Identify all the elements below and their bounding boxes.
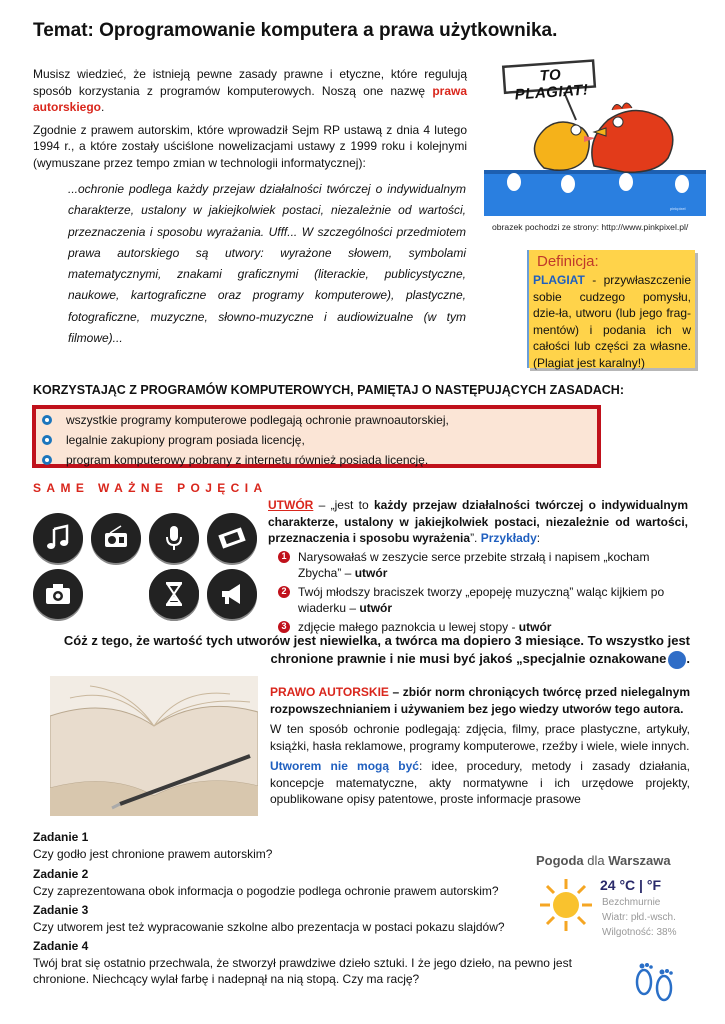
- svg-text:pinkpixel: pinkpixel: [670, 206, 686, 211]
- term-prawa-autorskiego: prawa autorskiego: [33, 83, 467, 114]
- example-number: 1: [278, 551, 290, 563]
- prawo-def: – zbiór norm chroniących twórcę przed nielegalnym rozpowszechnianiem i używaniem bez jego wiedzy utworów tego autora.: [270, 685, 690, 716]
- task-text: Czy zaprezentowana obok informacja o pogodzie podlega ochronie prawem autorskim?: [33, 883, 499, 898]
- utwor-dash: – „jest to: [313, 498, 374, 512]
- example-text: Narysowałaś w zeszycie serce przebite strzałą i napisem „kocham Zbycha” – utwór: [298, 549, 650, 580]
- example-item: [268, 584, 688, 617]
- utwor-term: UTWÓR: [268, 498, 314, 512]
- task-label: Zadanie 1: [33, 830, 89, 844]
- task-text: Czy godło jest chronione prawem autorskim?: [33, 846, 273, 861]
- definition-box: [527, 250, 695, 368]
- bullet-icon: [42, 435, 52, 445]
- bullet-icon: [42, 455, 52, 465]
- examples-list: [268, 549, 688, 636]
- definition-text: [533, 272, 691, 371]
- example-number: 3: [278, 621, 290, 633]
- utwor-def: każdy przejaw działalności twórczej o indywidualnym charakterze, ustalony w jakiejkolwiek postaci, niezależnie od wartości, przeznaczenia i sposobu wyrażenia: [268, 498, 689, 545]
- book-image: [50, 676, 258, 816]
- summary-text: Cóż z tego, że wartość tych utworów jest niewielka, a twórca ma dopiero 3 miesiące. To wszystko jest chronione prawnie i nie musi być jakoś „specjalnie oznakowane: [63, 633, 690, 666]
- task-label: Zadanie 3: [33, 903, 89, 917]
- prawo-autorskie-section: [270, 684, 690, 808]
- intro-section: [33, 66, 467, 171]
- rule-text: wszystkie programy komputerowe podlegają ochronie prawnoautorskiej,: [66, 413, 449, 427]
- rule-item: [42, 410, 591, 430]
- weather-title-b: dla: [583, 853, 609, 868]
- prawo-excluded: [270, 758, 690, 808]
- definition-body: - przywłaszczenie sobie cudzego pomysłu, dzie-ła, utworu (lub jego frag-mentów) i podania ich w całości lub części za własne. (Plagiat jest karalny!): [533, 273, 691, 370]
- bullet-icon: [42, 415, 52, 425]
- utwor-definition: [268, 497, 688, 637]
- sun-icon: [538, 877, 594, 933]
- task-text: Twój brat się ostatnio przechwala, że stworzył prawdziwe dzieło sztuki. I że jego dzieło, na pewno jest chronione. Niechcący wylał farbę i nadepnął na nią stopą. Czy ma rację?: [33, 955, 572, 986]
- camera-icon: [33, 569, 83, 619]
- task-text: Czy utworem jest też wypracowanie szkolne albo prezentacja w postaci pokazu slajdów?: [33, 919, 505, 934]
- task-1: [33, 829, 523, 862]
- weather-title: [536, 853, 671, 868]
- prawo-term: PRAWO AUTORSKIE: [270, 685, 389, 699]
- utwor-end: ”.: [470, 531, 481, 545]
- example-text: Twój młodszy braciszek tworzy „epopeję muzyczną” waląc kijkiem po wiaderku – utwór: [298, 584, 665, 615]
- rule-text: legalnie zakupiony program posiada licencję,: [66, 433, 305, 447]
- rules-box: [32, 405, 601, 468]
- prawo-excluded-text: : idee, procedury, metody i zasady działania, koncepcje matematyczne, akty normatywne i ich urzędowe projekty, opublikowane opisy patentowe, proste informacje prasowe: [270, 759, 690, 806]
- examples-colon: :: [536, 531, 541, 545]
- intro-text: Musisz wiedzieć, że istnieją pewne zasady prawne i etyczne, które regulują sposób korzystania z programów komputerowych. Noszą one nazwę: [33, 67, 467, 98]
- rules-list: [42, 410, 591, 470]
- weather-humidity: Wilgotność: 38%: [602, 927, 677, 938]
- weather-condition: Bezchmurnie: [602, 897, 661, 908]
- hourglass-icon: [149, 569, 199, 619]
- music-icon: [33, 513, 83, 563]
- weather-widget: [528, 847, 691, 944]
- weather-temp: 24 °C | °F: [600, 877, 662, 893]
- intro-paragraph-1: [33, 66, 467, 116]
- cartoon-speech-text: TO PLAGIAT!: [514, 66, 589, 104]
- definition-title: Definicja:: [537, 253, 599, 270]
- law-quote: [68, 179, 466, 349]
- task-label: Zadanie 2: [33, 867, 89, 881]
- cartoon-credit: obrazek pochodzi ze strony: http://www.pinkpixel.pl/: [492, 222, 689, 232]
- microphone-icon: [149, 513, 199, 563]
- smiley-icon: [668, 651, 686, 669]
- intro-text-end: .: [101, 100, 105, 114]
- prawo-definition: [270, 684, 690, 717]
- summary-note: [60, 632, 690, 669]
- quote-text: ...ochronie podlega każdy przejaw działalności twórczej o indywidualnym charakterze, ustalony w jakiejkolwiek postaci, niezależnie od wartości, przeznaczenia i sposobu wyrażania. Ufff... W szczególności przedmiotem prawa autorskiego są utwory: wyrażone słowem, symbolami matematycznymi, znakami graficznymi (literackie, publicystyczne, naukowe, kartograficzne oraz programy komputerowe), plastyczne, fotograficzne, muzyczne, słowno-muzyczne i audiowizualne (w tym filmowe)...: [68, 182, 466, 346]
- prawo-excluded-label: Utworem nie mogą być: [270, 759, 419, 773]
- definition-term: PLAGIAT: [533, 273, 585, 287]
- page-title: Temat: Oprogramowanie komputera a prawa użytkownika.: [33, 20, 558, 41]
- rule-item: [42, 450, 591, 470]
- weather-title-c: Warszawa: [608, 853, 671, 868]
- example-text: zdjęcie małego paznokcia u lewej stopy - utwór: [298, 619, 552, 634]
- radio-icon: [91, 513, 141, 563]
- example-number: 2: [278, 586, 290, 598]
- weather-wind: Wiatr: płd.-wsch.: [602, 912, 676, 923]
- task-4: [33, 938, 593, 988]
- utwor-text: [268, 497, 688, 547]
- rule-text: program komputerowy pobrany z internetu również posiada licencję.: [66, 453, 429, 467]
- concepts-heading: SAME WAŻNE POJĘCIA: [33, 481, 268, 495]
- summary-end: .: [686, 651, 690, 666]
- task-2: [33, 866, 523, 899]
- film-icon: [207, 513, 257, 563]
- intro-paragraph-2: Zgodnie z prawem autorskim, które wprowadził Sejm RP ustawą z dnia 4 lutego 1994 r., a które zostały uściślone nowelizacjami ustawy z 1999 roku i kolejnymi (wymuszane przez tempo zmian w technologii informatycznej):: [33, 122, 467, 170]
- task-label: Zadanie 4: [33, 939, 89, 953]
- megaphone-icon: [207, 569, 257, 619]
- rule-item: [42, 430, 591, 450]
- weather-title-a: Pogoda: [536, 853, 584, 868]
- example-item: [268, 549, 688, 582]
- footprint-icon: [630, 948, 680, 1008]
- examples-label: Przykłady: [480, 531, 537, 545]
- plagiat-cartoon: [484, 58, 706, 216]
- prawo-protected: W ten sposób ochronie podlegają: zdjęcia, filmy, prace plastyczne, artykuły, książki, hasła reklamowe, programy komputerowe, rzeźby i wiele, wiele innych.: [270, 722, 690, 753]
- task-3: [33, 902, 523, 935]
- rules-heading: KORZYSTAJĄC Z PROGRAMÓW KOMPUTEROWYCH, PAMIĘTAJ O NASTĘPUJĄCYCH ZASADACH:: [33, 383, 624, 397]
